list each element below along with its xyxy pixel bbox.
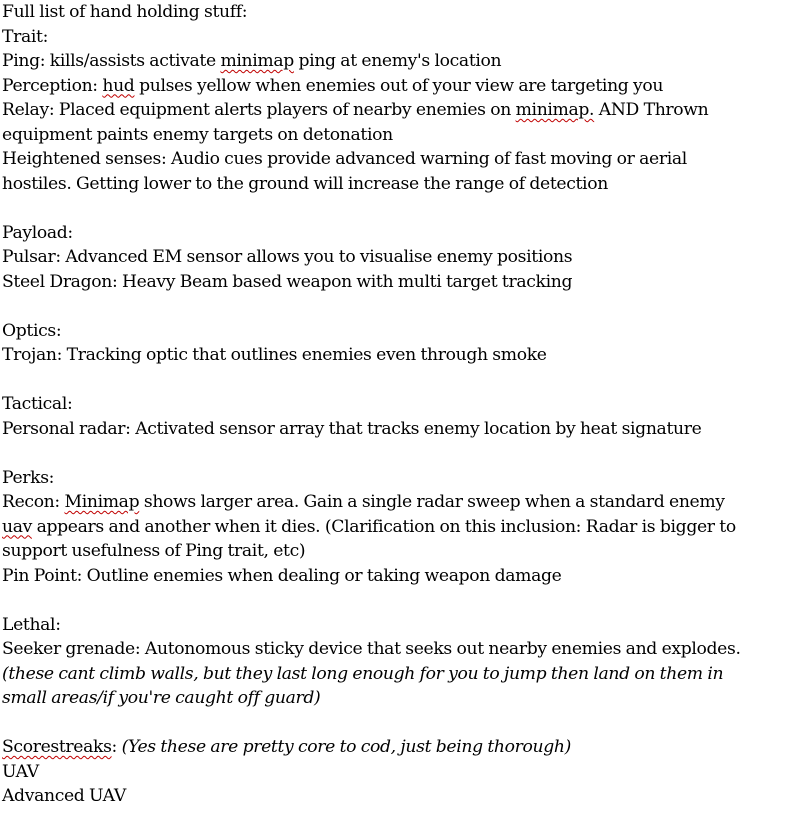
blank-line	[2, 294, 788, 319]
scorestreaks-note: (Yes these are pretty core to cod, just being thorough)	[117, 737, 571, 757]
ping-text-end: ping at enemy's location	[293, 51, 502, 71]
spellcheck-word: minimap	[220, 51, 294, 71]
trait-title: Trait:	[2, 26, 49, 47]
spellcheck-word: uav	[2, 516, 32, 537]
document-body	[2, 0, 788, 809]
relay-text-end: AND Thrown	[594, 100, 709, 120]
doc-heading: Full list of hand holding stuff:	[2, 2, 248, 22]
trait-relay-line-1	[2, 98, 788, 123]
perception-text: Perception:	[2, 75, 103, 96]
trait-perception	[2, 74, 788, 99]
trait-relay-line-2: equipment paints enemy targets on detonation	[2, 124, 393, 145]
scorestreak-uav: UAV	[2, 761, 39, 782]
perks-recon-line-3: support usefulness of Ping trait, etc)	[2, 541, 306, 561]
perks-recon-line-1	[2, 490, 788, 515]
blank-line	[2, 196, 788, 221]
perks-pinpoint: Pin Point: Outline enemies when dealing or taking weapon damage	[2, 565, 562, 586]
spellcheck-word: Minimap	[64, 492, 140, 512]
scorestreaks-heading	[2, 735, 788, 760]
blank-line	[2, 368, 788, 393]
tactical-title: Tactical:	[2, 394, 73, 414]
lethal-seeker-note-1: (these cant climb walls, but they last long enough for you to jump then land on them in	[2, 663, 724, 684]
trait-senses-line-1: Heightened senses: Audio cues provide advanced warning of fast moving or aerial	[2, 149, 687, 169]
payload-pulsar: Pulsar: Advanced EM sensor allows you to visualise enemy positions	[2, 247, 573, 267]
recon-text: Recon:	[2, 492, 65, 512]
optics-trojan: Trojan: Tracking optic that outlines enemies even through smoke	[2, 345, 547, 365]
payload-title: Payload:	[2, 222, 73, 243]
perks-recon-line-2	[2, 515, 788, 540]
scorestreaks-colon: :	[111, 737, 117, 757]
relay-text: Relay: Placed equipment alerts players of nearby enemies on	[2, 100, 516, 120]
recon-text-end: appears and another when it dies. (Clarification on this inclusion: Radar is bigger to	[31, 516, 736, 537]
optics-title: Optics:	[2, 320, 62, 341]
recon-text-end: shows larger area. Gain a single radar sweep when a standard enemy	[139, 492, 725, 512]
spellcheck-word: hud	[102, 75, 135, 96]
spellcheck-word: minimap.	[515, 100, 595, 120]
tactical-radar: Personal radar: Activated sensor array that tracks enemy location by heat signature	[2, 418, 702, 439]
lethal-seeker-line-1: Seeker grenade: Autonomous sticky device that seeks out nearby enemies and explodes.	[2, 639, 741, 659]
perception-text-end: pulses yellow when enemies out of your view are targeting you	[134, 75, 664, 96]
blank-line	[2, 588, 788, 613]
trait-ping	[2, 49, 788, 74]
lethal-seeker-note-2: small areas/if you're caught off guard)	[2, 688, 321, 708]
scorestreak-advanced-uav: Advanced UAV	[2, 786, 126, 806]
trait-senses-line-2: hostiles. Getting lower to the ground will increase the range of detection	[2, 173, 608, 194]
ping-text: Ping: kills/assists activate	[2, 51, 221, 71]
blank-line	[2, 711, 788, 736]
blank-line	[2, 441, 788, 466]
payload-steel-dragon: Steel Dragon: Heavy Beam based weapon with multi target tracking	[2, 271, 573, 292]
lethal-title: Lethal:	[2, 614, 61, 635]
perks-title: Perks:	[2, 467, 55, 488]
spellcheck-word: Scorestreaks	[2, 737, 112, 757]
